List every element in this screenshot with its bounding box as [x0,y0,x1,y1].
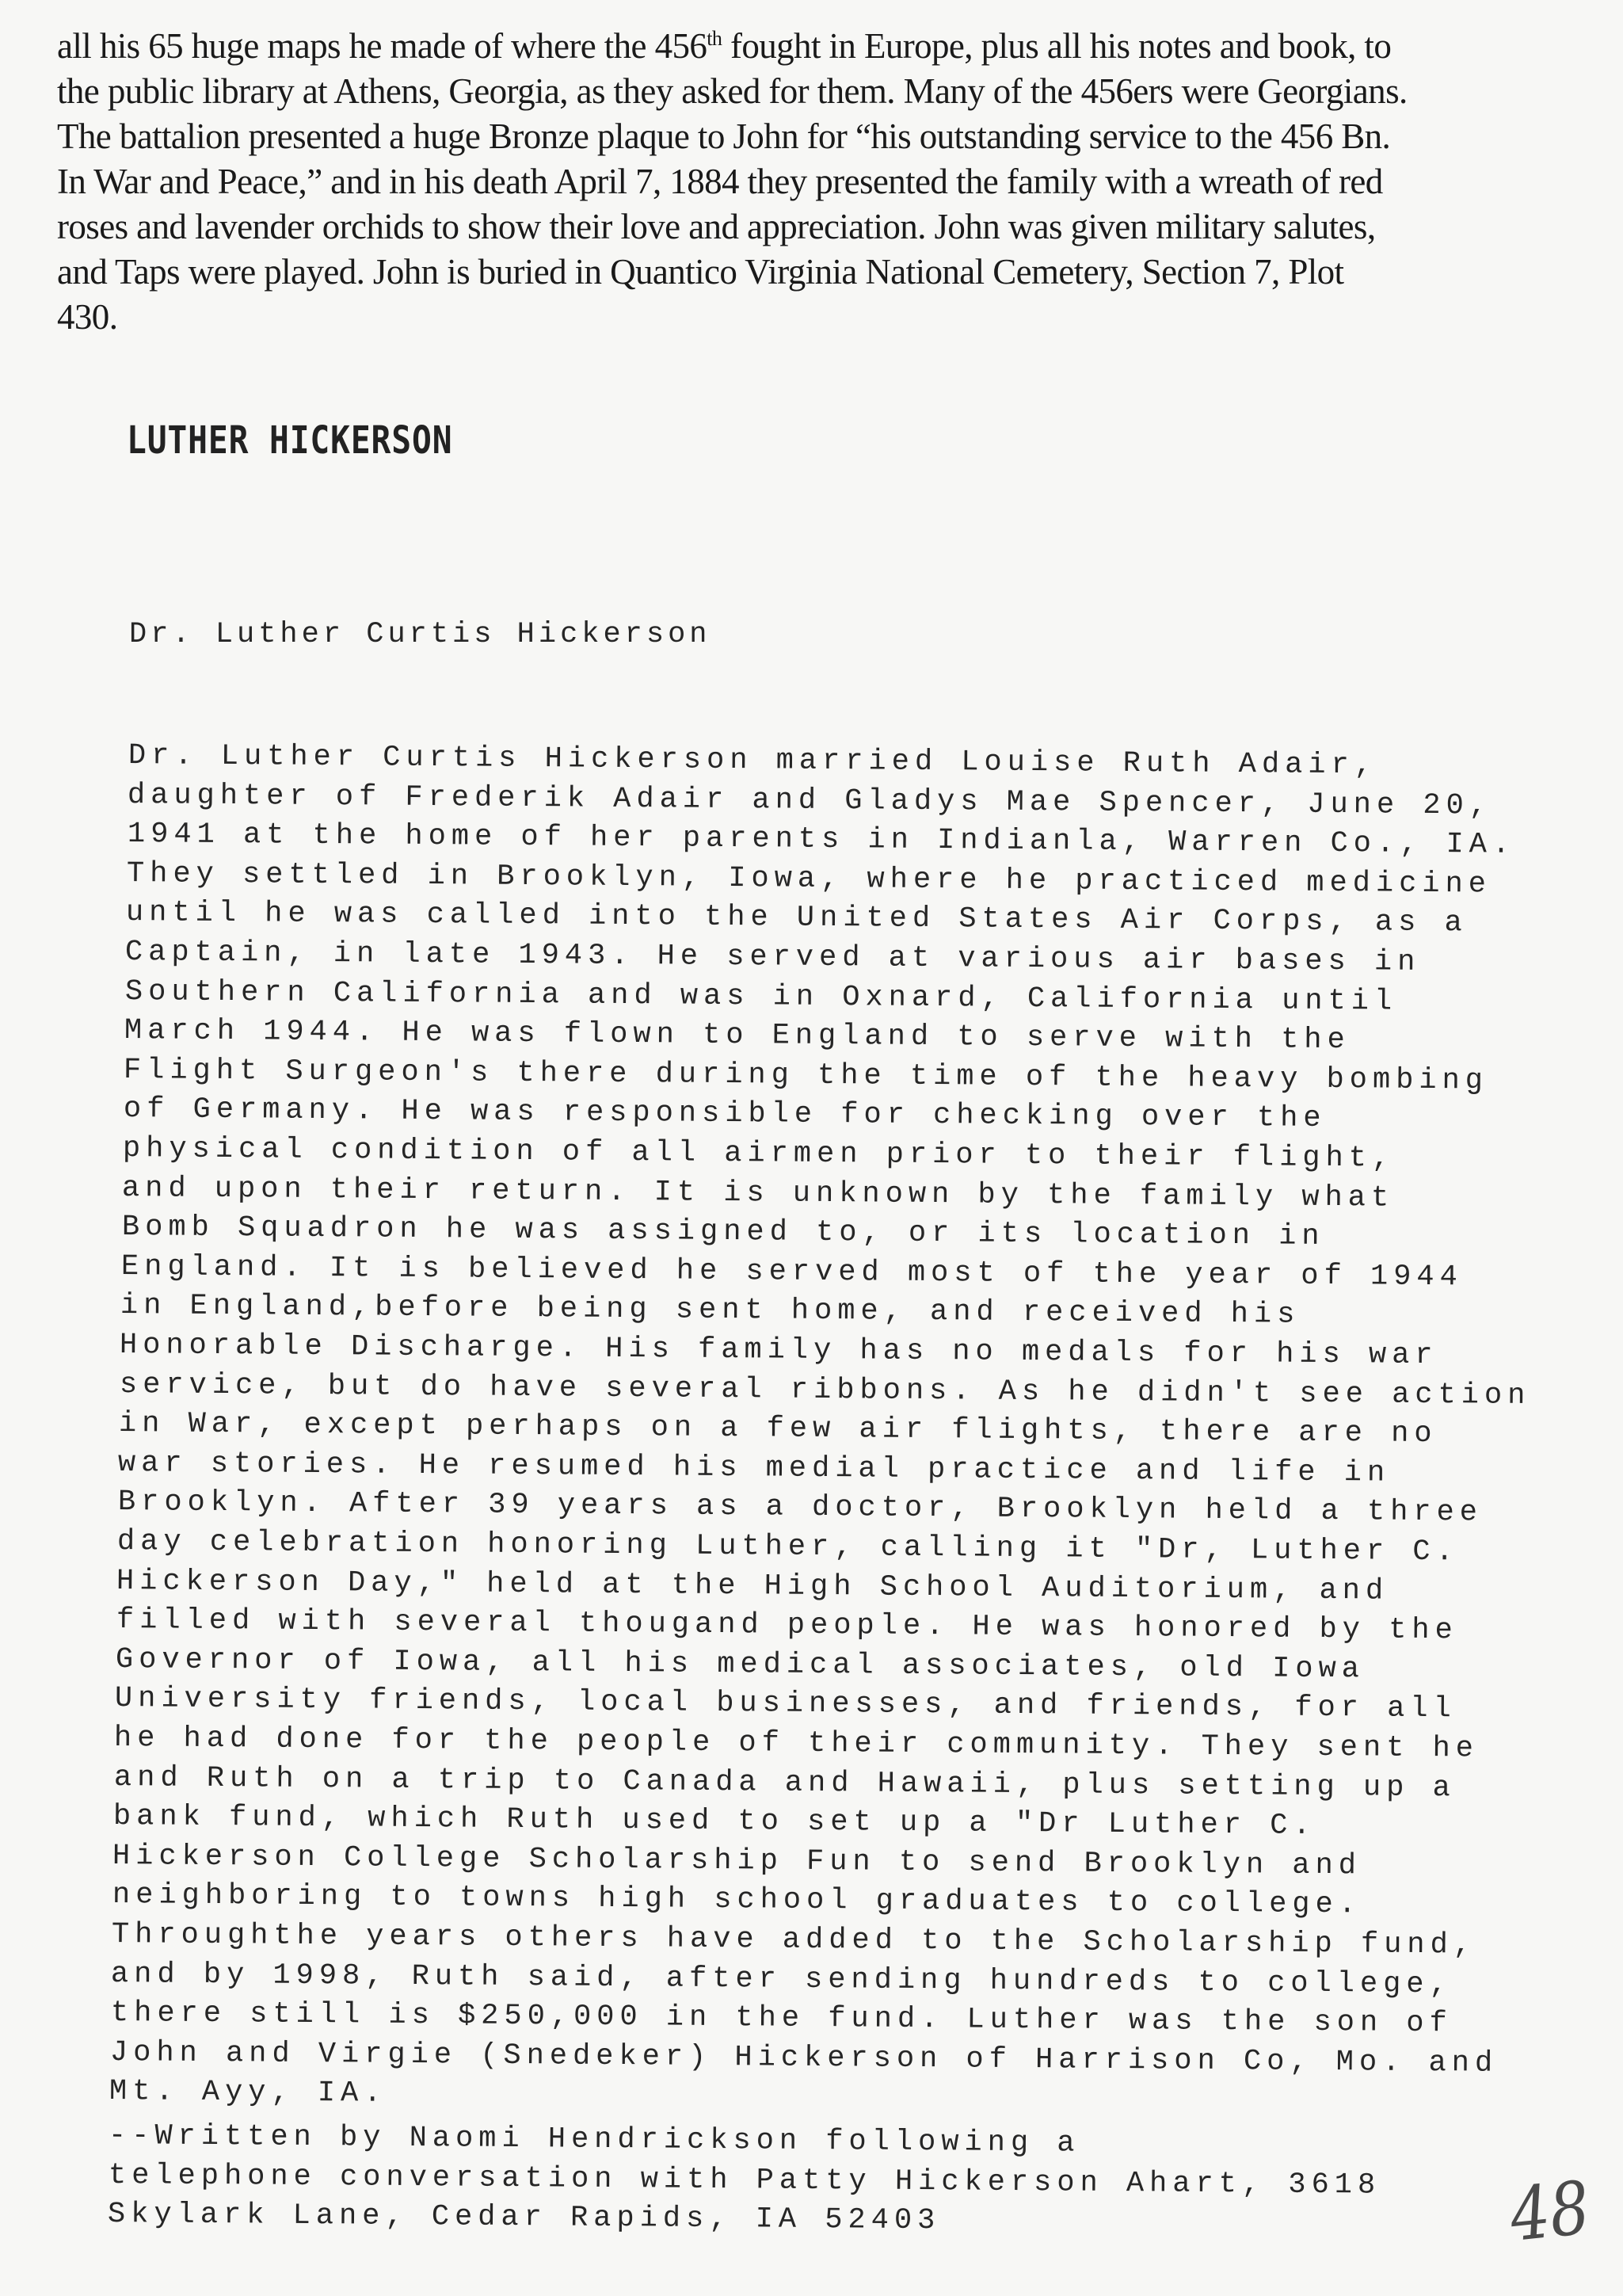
body-line: telephone conversation with Patty Hickerson Ahart, 3618 [108,2158,1381,2203]
body-line: in England,before being sent home, and received his [120,1289,1301,1333]
body-line: Southern California and was in Oxnard, California until [124,974,1398,1019]
body-line: Mt. Ayy, IA. [109,2075,387,2111]
body-line: war stories. He resumed his medial practice and life in [118,1446,1391,1490]
body-line: day celebration honoring Luther, calling it "Dr, Luther C. [116,1525,1459,1569]
body-line: physical condition of all airmen prior to their flight, [122,1132,1396,1176]
body-line: and upon their return. It is unknown by the family what [122,1171,1395,1215]
intro-line: In War and Peace,” and in his death April 7, 1884 they presented the family with a wreath of red [57,162,1383,201]
body-line: Governor of Iowa, all his medical associates, old Iowa [115,1642,1365,1687]
intro-line: The battalion presented a huge Bronze plaque to John for “his outstanding service to the 456 Bn. [57,116,1391,156]
body-line: Brooklyn. After 39 years as a doctor, Brooklyn held a three [117,1486,1483,1530]
body-line: England. It is believed he served most of the year of 1944 [120,1249,1463,1295]
body-line: Skylark Lane, Cedar Rapids, IA 52403 [107,2198,941,2238]
body-line: --Written by Naomi Hendrickson following a [109,2119,1081,2161]
body-line: of Germany. He was responsible for checking over the [123,1093,1327,1136]
body-line: there still is $250,000 in the fund. Luther was the son of [110,1997,1453,2041]
body-line: March 1944. He was flown to England to serve with the [124,1014,1351,1058]
body-line: filled with several thougand people. He was honored by the [116,1604,1458,1648]
body-line: Throughthe years others have added to the Scholarship fund, [111,1918,1477,1962]
intro-paragraph [57,24,1594,340]
body-line: 1941 at the home of her parents in Indianla, Warren Co., IA. [127,818,1515,862]
intro-line: roses and lavender orchids to show their love and appreciation. John was given military salutes, [57,207,1376,246]
body-line: until he was called into the United States Air Corps, as a [126,896,1469,940]
subtitle: Dr. Luther Curtis Hickerson [129,618,711,651]
body-line: University friends, local businesses, and friends, for all [114,1682,1457,1726]
handwritten-page-number: 48 [1506,2165,1594,2258]
body-line: Dr. Luther Curtis Hickerson married Louise Ruth Adair, [128,739,1378,783]
body-line: service, but do have several ribbons. As he didn't see action [119,1367,1531,1413]
body-line: neighboring to towns high school graduates to college. [112,1878,1362,1922]
intro-line: 430. [57,297,118,337]
body-line: John and Virgie (Snedeker) Hickerson of Harrison Co, Mo. and [109,2035,1499,2081]
body-line: Hickerson College Scholarship Fun to send Brooklyn and [112,1839,1362,1883]
body-line: Flight Surgeon's there during the time of the heavy bombing [124,1053,1489,1098]
intro-line: and Taps were played. John is buried in Quantico Virginia National Cemetery, Section 7, Plot [57,252,1344,292]
body-line: Honorable Discharge. His family has no medals for his war [120,1329,1439,1373]
superscript: th [707,27,722,50]
body-line: Hickerson Day," held at the High School Auditorium, and [116,1564,1389,1608]
body-line: daughter of Frederik Adair and Gladys Mae Spencer, June 20, [128,778,1493,823]
body-line: They settled in Brooklyn, Iowa, where he practiced medicine [126,856,1492,902]
intro-line: all his 65 huge maps he made of where the 456th fought in Europe, plus all his notes and book, to [57,26,1392,66]
body-line: in War, except perhaps on a few air flights, there are no [118,1407,1438,1451]
body-line: bank fund, which Ruth used to set up a "Dr Luther C. [112,1800,1316,1844]
section-heading: LUTHER HICKERSON [127,418,453,463]
intro-line: the public library at Athens, Georgia, as they asked for them. Many of the 456ers were Georgians. [57,71,1408,111]
body-line: and Ruth on a trip to Canada and Hawaii, plus setting up a [113,1760,1456,1805]
body-line: he had done for the people of their community. They sent he [114,1722,1480,1766]
body-line: and by 1998, Ruth said, after sending hundreds to college, [111,1957,1453,2001]
body-line: Captain, in late 1943. He served at various air bases in [125,936,1422,979]
body-line: Bomb Squadron he was assigned to, or its location in [121,1211,1325,1254]
